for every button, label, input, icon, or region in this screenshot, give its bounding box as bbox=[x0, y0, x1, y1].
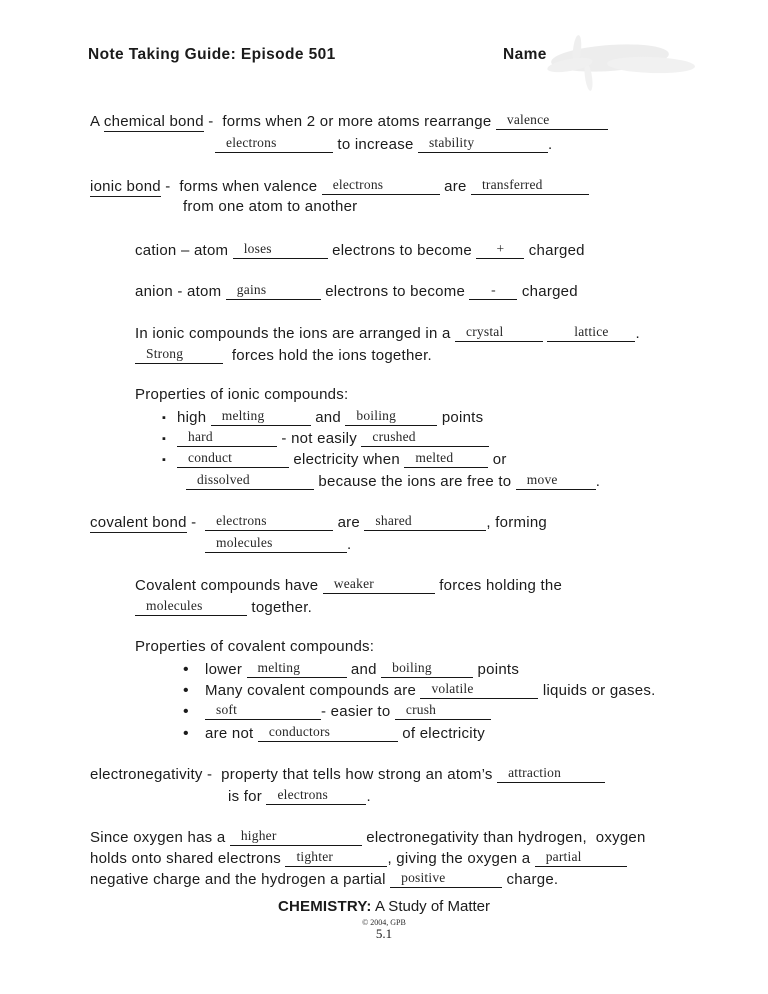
fill-in-blank-answer: loses bbox=[233, 240, 328, 259]
text-segment: electrons to become bbox=[320, 283, 470, 300]
fill-in-blank-answer: - bbox=[469, 281, 517, 300]
text-line bbox=[90, 827, 646, 844]
text-line bbox=[205, 534, 351, 551]
text-segment: to increase bbox=[333, 136, 418, 153]
text-segment: are bbox=[333, 514, 365, 531]
text-line bbox=[135, 240, 585, 257]
fill-in-blank-answer: crystal bbox=[455, 323, 543, 342]
text-segment: electronegativity than hydrogen, oxygen bbox=[361, 829, 646, 846]
text-segment: is for bbox=[228, 788, 267, 805]
text-line bbox=[135, 597, 312, 614]
round-bullet-icon: • bbox=[183, 703, 189, 720]
text-segment: holds onto shared electrons bbox=[90, 850, 286, 867]
fill-in-blank-answer: conduct bbox=[177, 449, 289, 468]
text-segment: , giving the oxygen a bbox=[387, 850, 535, 867]
text-segment: Many covalent compounds are bbox=[205, 682, 421, 699]
fill-in-blank-answer: electrons bbox=[205, 512, 333, 531]
text-segment: charge. bbox=[502, 871, 559, 888]
round-bullet-icon: • bbox=[183, 682, 189, 699]
fill-in-blank-answer: attraction bbox=[497, 764, 605, 783]
text-segment: - not easily bbox=[277, 430, 362, 447]
text-line bbox=[90, 176, 589, 193]
text-segment: and bbox=[310, 409, 346, 426]
text-segment: cation – atom bbox=[135, 242, 233, 259]
footer-brand-rest: A Study of Matter bbox=[371, 898, 491, 915]
fill-in-blank-answer: valence bbox=[496, 111, 608, 130]
text-segment: or bbox=[488, 451, 507, 468]
fill-in-blank-answer: electrons bbox=[322, 176, 440, 195]
text-segment: liquids or gases. bbox=[538, 682, 656, 699]
fill-in-blank-answer: molecules bbox=[135, 597, 247, 616]
square-bullet-icon: ▪ bbox=[162, 412, 167, 424]
text-segment: are not bbox=[205, 725, 258, 742]
text-segment: forces hold the ions together. bbox=[223, 347, 432, 364]
text-segment: forces holding the bbox=[434, 577, 563, 594]
page-title: Note Taking Guide: Episode 501 bbox=[88, 46, 336, 63]
text-line bbox=[135, 575, 562, 592]
fill-in-blank-answer: boiling bbox=[381, 659, 473, 678]
text-segment: - forms when valence bbox=[160, 178, 322, 195]
text-segment: electronegativity - property that tells how strong an atom’s bbox=[90, 766, 498, 783]
text-line bbox=[183, 659, 519, 676]
text-line bbox=[90, 869, 558, 886]
text-line bbox=[162, 449, 507, 466]
fill-in-blank-answer: weaker bbox=[323, 575, 435, 594]
footer-brand bbox=[0, 898, 768, 915]
text-segment: high bbox=[177, 409, 211, 426]
text-segment: of electricity bbox=[397, 725, 485, 742]
text-segment: negative charge and the hydrogen a partial bbox=[90, 871, 391, 888]
text-line bbox=[183, 198, 357, 215]
text-segment: are bbox=[439, 178, 471, 195]
square-bullet-icon: ▪ bbox=[162, 454, 167, 466]
fill-in-blank-answer: higher bbox=[230, 827, 362, 846]
text-segment: electrons to become bbox=[327, 242, 477, 259]
fill-in-blank-answer: positive bbox=[390, 869, 502, 888]
fill-in-blank-answer: partial bbox=[535, 848, 627, 867]
text-segment: . bbox=[366, 788, 371, 805]
text-segment: In ionic compounds the ions are arranged in a bbox=[135, 325, 456, 342]
fill-in-blank-answer: volatile bbox=[420, 680, 538, 699]
fill-in-blank-answer: transferred bbox=[471, 176, 589, 195]
fill-in-blank-answer: lattice bbox=[547, 323, 635, 342]
fill-in-blank-answer: electrons bbox=[266, 786, 366, 805]
text-line bbox=[162, 428, 489, 445]
footer-copyright: © 2004, GPB bbox=[362, 918, 406, 927]
text-segment: electricity when bbox=[289, 451, 405, 468]
text-segment: - bbox=[186, 514, 206, 531]
underlined-term: chemical bond bbox=[103, 113, 204, 130]
text-segment: A bbox=[90, 113, 104, 130]
text-segment: lower bbox=[205, 661, 247, 678]
text-segment: charged bbox=[517, 283, 578, 300]
text-segment: points bbox=[473, 661, 520, 678]
fill-in-blank-answer: boiling bbox=[345, 407, 437, 426]
text-segment: . bbox=[547, 136, 553, 153]
text-segment: . bbox=[595, 473, 601, 490]
text-line bbox=[90, 848, 627, 865]
text-segment: Since oxygen has a bbox=[90, 829, 230, 846]
text-line bbox=[135, 323, 640, 340]
text-segment: . bbox=[347, 536, 352, 553]
text-segment: points bbox=[437, 409, 484, 426]
redacted-name-scribble bbox=[547, 33, 697, 91]
fill-in-blank-answer: Strong bbox=[135, 345, 223, 364]
text-segment: and bbox=[346, 661, 382, 678]
round-bullet-icon: • bbox=[183, 725, 189, 742]
text-segment: Properties of covalent compounds: bbox=[135, 638, 375, 655]
text-line bbox=[215, 134, 552, 151]
text-segment: charged bbox=[524, 242, 585, 259]
footer-page-number: 5.1 bbox=[375, 926, 393, 941]
text-line bbox=[135, 638, 374, 655]
fill-in-blank-answer: move bbox=[516, 471, 596, 490]
fill-in-blank-answer: shared bbox=[364, 512, 486, 531]
text-segment: together. bbox=[247, 599, 313, 616]
text-line bbox=[90, 111, 608, 128]
fill-in-blank-answer: soft bbox=[205, 701, 321, 720]
fill-in-blank-answer: hard bbox=[177, 428, 277, 447]
text-line bbox=[228, 786, 371, 803]
text-segment: - easier to bbox=[321, 703, 395, 720]
fill-in-blank-answer: molecules bbox=[205, 534, 347, 553]
fill-in-blank-answer: tighter bbox=[285, 848, 387, 867]
fill-in-blank-answer: crush bbox=[395, 701, 491, 720]
underlined-term: covalent bond bbox=[90, 514, 187, 531]
underlined-term: ionic bond bbox=[90, 178, 161, 195]
fill-in-blank-answer: melted bbox=[404, 449, 488, 468]
text-segment: Properties of ionic compounds: bbox=[135, 386, 349, 403]
fill-in-blank-answer: melting bbox=[247, 659, 347, 678]
fill-in-blank-answer: crushed bbox=[361, 428, 489, 447]
name-label: Name bbox=[503, 46, 547, 63]
footer-brand-bold: CHEMISTRY: bbox=[277, 898, 372, 915]
text-segment: from one atom to another bbox=[183, 198, 358, 215]
text-segment: anion - atom bbox=[135, 283, 226, 300]
fill-in-blank-answer: melting bbox=[211, 407, 311, 426]
text-line bbox=[135, 345, 432, 362]
text-segment: because the ions are free to bbox=[314, 473, 516, 490]
text-line bbox=[183, 723, 485, 740]
text-segment: - forms when 2 or more atoms rearrange bbox=[203, 113, 496, 130]
text-line bbox=[90, 512, 547, 529]
round-bullet-icon: • bbox=[183, 661, 189, 678]
square-bullet-icon: ▪ bbox=[162, 433, 167, 445]
text-line bbox=[162, 407, 483, 424]
text-line bbox=[135, 281, 578, 298]
fill-in-blank-answer: stability bbox=[418, 134, 548, 153]
text-line bbox=[186, 471, 600, 488]
text-segment: . bbox=[635, 325, 640, 342]
fill-in-blank-answer: gains bbox=[226, 281, 321, 300]
fill-in-blank-answer: + bbox=[476, 240, 524, 259]
fill-in-blank-answer: dissolved bbox=[186, 471, 314, 490]
text-line bbox=[183, 680, 656, 697]
text-segment: Covalent compounds have bbox=[135, 577, 323, 594]
text-line bbox=[183, 701, 491, 718]
text-line bbox=[90, 764, 605, 781]
fill-in-blank-answer: conductors bbox=[258, 723, 398, 742]
text-line bbox=[135, 386, 348, 403]
fill-in-blank-answer: electrons bbox=[215, 134, 333, 153]
text-segment: , forming bbox=[486, 514, 548, 531]
